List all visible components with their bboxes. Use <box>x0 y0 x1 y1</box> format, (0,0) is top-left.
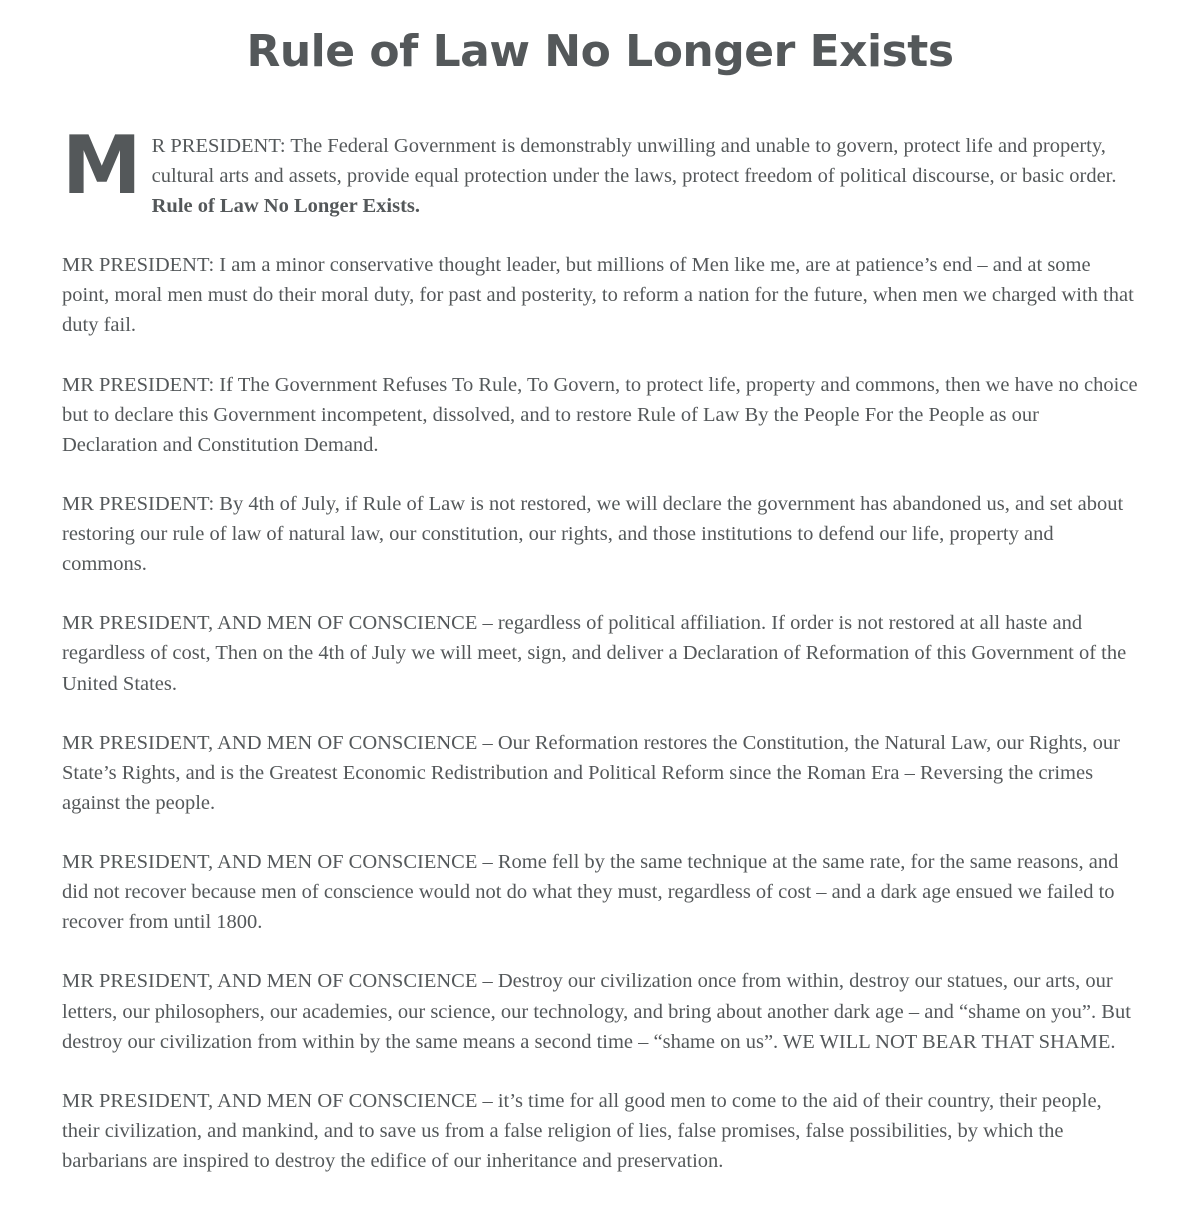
page-title: Rule of Law No Longer Exists <box>246 26 954 77</box>
paragraph-5: MR PRESIDENT, AND MEN OF CONSCIENCE – regardless of political affiliation. If order is not restored at all haste and regardless of cost, Then on the 4th of July we will meet, sign, and deliver a Declaration of Reformation of this Government of the United States. <box>62 612 1127 695</box>
drop-cap: M <box>62 118 142 212</box>
document-body <box>62 118 1138 1176</box>
paragraph-7: MR PRESIDENT, AND MEN OF CONSCIENCE – Rome fell by the same technique at the same rate, for the same reasons, and did not recover because men of conscience would not do what they must, regardless of cost – and a dark age ensued we failed to recover from until 1800. <box>62 851 1119 934</box>
paragraph-1 <box>62 118 1138 221</box>
paragraph-9: MR PRESIDENT, AND MEN OF CONSCIENCE – it’s time for all good men to come to the aid of their country, their people, their civilization, and mankind, and to save us from a false religion of lies, false promises, false possibilities, by which the barbarians are inspired to destroy the edifice of our inheritance and preservation. <box>62 1089 1102 1173</box>
paragraph-3: MR PRESIDENT: If The Government Refuses To Rule, To Govern, to protect life, property and commons, then we have no choice but to declare this Government incompetent, dissolved, and to restore Rule of Law By the People For the People as our Declaration and Constitution Demand. <box>62 373 1138 456</box>
paragraph-1-emphasis: Rule of Law No Longer Exists. <box>151 195 421 218</box>
paragraph-1-lead: R PRESIDENT: The Federal Government is demonstrably unwilling and unable to govern, protect life and property, cultural arts and assets, provide equal protection under the laws, protect freedom of political discourse, or basic order. <box>151 134 1117 187</box>
paragraph-8: MR PRESIDENT, AND MEN OF CONSCIENCE – Destroy our civilization once from within, destroy our statues, our arts, our letters, our philosophers, our academies, our science, our technology, and bring about another dark age – and “shame on you”. But destroy our civilization from within by the same means a second time – “shame on us”. WE WILL NOT BEAR THAT SHAME. <box>62 970 1131 1053</box>
document-page <box>0 26 1200 1176</box>
paragraph-2: MR PRESIDENT: I am a minor conservative thought leader, but millions of Men like me, are at patience’s end – and at some point, moral men must do their moral duty, for past and posterity, to reform a nation for the future, when men we charged with that duty fail. <box>62 254 1134 337</box>
paragraph-4: MR PRESIDENT: By 4th of July, if Rule of Law is not restored, we will declare the government has abandoned us, and set about restoring our rule of law of natural law, our constitution, our rights, and those institutions to defend our life, property and commons. <box>62 492 1124 576</box>
paragraph-6: MR PRESIDENT, AND MEN OF CONSCIENCE – Our Reformation restores the Constitution, the Natural Law, our Rights, our State’s Rights, and is the Greatest Economic Redistribution and Political Reform since the Roman Era – Reversing the crimes against the people. <box>62 731 1120 814</box>
